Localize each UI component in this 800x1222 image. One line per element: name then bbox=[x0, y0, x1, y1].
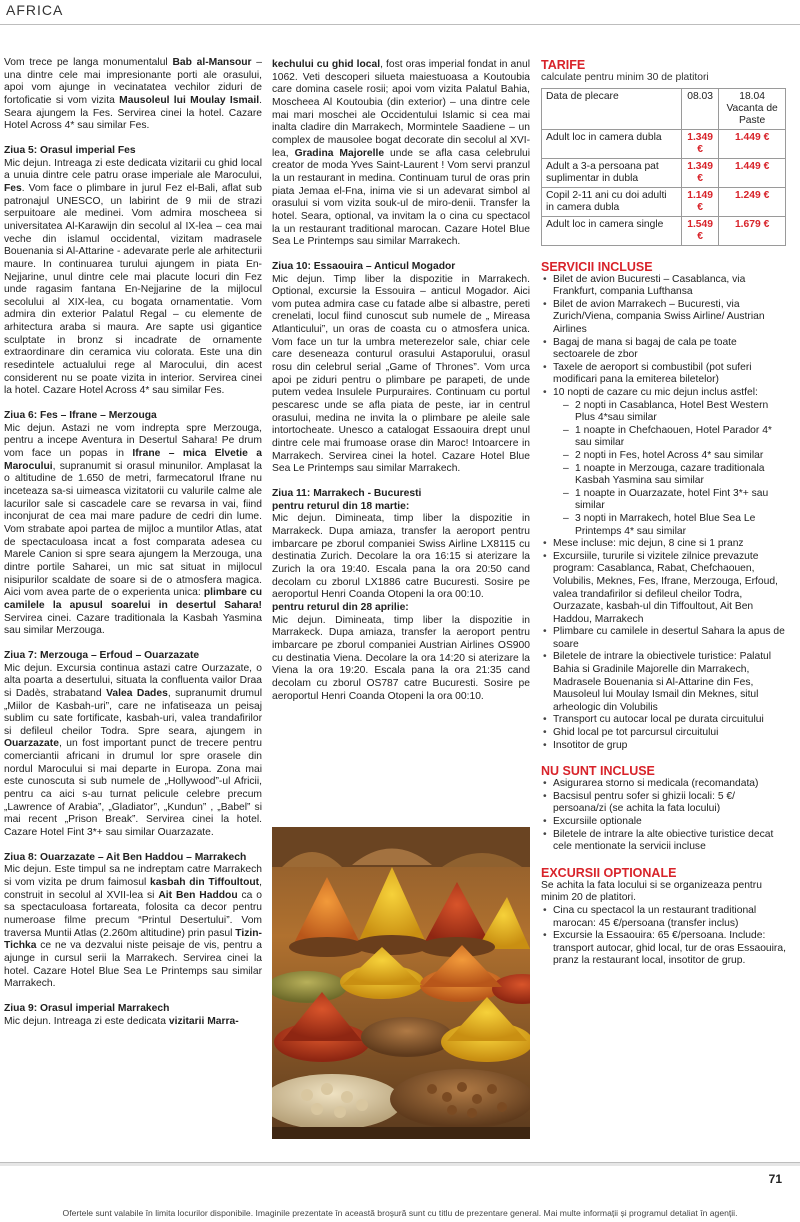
day-8-text bbox=[4, 864, 262, 991]
list-item: • Excursiile optionale bbox=[541, 816, 787, 829]
nu-sunt-incluse-section bbox=[541, 764, 787, 854]
text-bold: Valea Dades bbox=[106, 687, 168, 699]
price-value: 1.349 € bbox=[682, 158, 719, 187]
price-row bbox=[542, 216, 786, 245]
price-value: 1.549 € bbox=[682, 216, 719, 245]
info-column bbox=[541, 58, 787, 968]
list-item: • Ghid local pe tot parcursul circuitului bbox=[541, 727, 787, 740]
text: ce ne va dezvalui niste peisaje de vis, pentru a ajunge in cursul serii la Marrakech. Servirea cinei la hotel. Cazare Hotel Blue Sea Le Printemps sau similar Marrakech. bbox=[4, 940, 262, 990]
sub-list-item: – 3 nopti in Marrakech, hotel Blue Sea Le Printemps 4* sau similar bbox=[553, 513, 787, 538]
day-9-continued bbox=[272, 59, 530, 249]
price-row-label: Copil 2-11 ani cu doi adulti in camera dubla bbox=[542, 187, 682, 216]
price-row bbox=[542, 187, 786, 216]
text-bold: Ait Ben Haddou bbox=[158, 889, 238, 901]
text: , fost oras imperial fondat in anul 1062. Veti descoperi silueta maiestuoasa a Koutoubia care domina casele rosii; apoi vom vizita Palatul Bahia, Moscheea Al Koutoubia (din exterior) – una dintre cele mai mari moschei ale Occidentului Islamic si cea mai inalta cladire din Marrakech, Mormintele Saadiene – un complex de mausolee bogat decorate din secolul al XVI-lea, bbox=[272, 59, 530, 159]
list-item: • Excursie la Essaouira: 65 €/persoana. Include: transport autocar, ghid local, tur de oras Essaouira, pranz la restaurant local, insotitor de grup. bbox=[541, 930, 787, 968]
text: unde se afla casa celebrului creator de moda Yves Saint-Laurent ! Vom servi pranzul la un restaurant in medina. Continuam turul de oras prin piata Jemaa el-Fna, inima vie si un adevarat simbol al orasului si vom vizita souk-ul de miro-denii. Transfer la hotel. Seara, optional, va invitam la o cina cu spectacol la un restaurant traditional marocan. Cazare Hotel Blue Sea Le Printemps sau similar Marrakech. bbox=[272, 147, 530, 248]
tarife-section bbox=[541, 58, 787, 246]
price-value: 1.449 € bbox=[719, 158, 786, 187]
return-28-april-text: Mic dejun. Dimineata, timp liber la dispozitie in Marrakeck. Dupa amiaza, transfer la aeroport pentru imbarcare pe zborul companiei Austrian Airlines OS900 cu destinatia Viena. Decolare la ora 14:20 si aterizare la Viena la ora 19:20. Escala pana la ora 21:35 cand decolam cu zborul OS787 catre Bucuresti. Sosire pe aeroportul Henri Coanda Otopeni la ora 00:10. bbox=[272, 614, 530, 702]
text: , un fost important punct de trecere pentru comerciantii africani in drumul lor spre orasele din nordul Marocului si mai departe in Europa. Zona mai este cunoscuta si sub numele de „Hollywood”-ul Africii, pentru ca aici s-au turnat pelicule celebre precum „Lawrence of Arabia”, „Gladiator”, „Kundun” , „Babel” si mai recent „Prison Break”. Servirea cinei la hotel. Cazare Hotel Fint 3*+ sau similar Ouarzazate. bbox=[4, 738, 262, 839]
header-divider bbox=[0, 24, 800, 25]
nights-list bbox=[553, 400, 787, 539]
sub-list-item: – 1 noapte in Chefchaouen, Hotel Parador 4* sau similar bbox=[553, 425, 787, 450]
list-item: • Mese incluse: mic dejun, 8 cine si 1 pranz bbox=[541, 538, 787, 551]
sub-list-item: – 2 nopti in Fes, hotel Across 4* sau similar bbox=[553, 450, 787, 463]
text: – una dintre cele mai impresionante porti ale orasului, apoi vom ajunge in vecinatatea vechilor ziduri de fortoficatie si vom vizita bbox=[4, 57, 262, 106]
list-item: • Excursiile, tururile si vizitele zilnice prevazute program: Casablanca, Rabat, Chefchaouen, Volubilis, Meknes, Fes, Ifrane, Merzouga, Erfoud, valea trandafirilor si defileul cheilor Todra, Ourzazate, kasbah-ul din Tiffoultout, Ait Ben Haddou, Marrakech bbox=[541, 551, 787, 627]
day-9-heading: Ziua 9: Orasul imperial Marrakech bbox=[4, 1002, 170, 1014]
text: . Vom face o plimbare in jurul Fez el-Bali, aflat sub patronajul UNESCO, un labirint de 9 mii de strazi serpuitoare ale medinei. Vom admira moscheea si universitatea Al-Karawijn din secolul al IX-lea – cea mai veche din islamul occidental, vizitam madrasele Bouenania si Al-Attarine - adevarate perle ale arhitecturii maure. In continuarea turului ajungem in piata En-Nejjarine, unul dintre cele mai placute locuri din Fez unde ragasim fantana En-Nejjarine de la mijlocul secolului al XIX-lea, cu bogata ornamentatie. Vom admira din exterior Palatul Regal – cu elemente de arhitectura araba si maura. Are sapte usi gigantice sculptate in bronz si incadrate de ornamente extraordinare din ceramica viu colorata. Este una din resedintele actualului rege al Marocului, din acest considerent nu se poate vizita in interior. Servirea cinei la hotel. Cazare Hotel Across 4* sau similar Fes. bbox=[4, 182, 262, 397]
return-28-april-heading: pentru returul din 28 aprilie: bbox=[272, 601, 409, 613]
excursii-section bbox=[541, 866, 787, 968]
text: Vom trece pe langa monumentalul bbox=[4, 57, 173, 68]
text: Mic dejun. Astazi ne vom indrepta spre Merzouga, pentru a incepe Aventura in Desertul Sahara! Pe drum vom face un popas in bbox=[4, 422, 262, 460]
list-item: • Bilet de avion Bucuresti – Casablanca, via Frankfurt, compania Lufthansa bbox=[541, 274, 787, 299]
price-value: 1.249 € bbox=[719, 187, 786, 216]
sub-list-item: – 1 noapte in Ouarzazate, hotel Fint 3*+ sau similar bbox=[553, 488, 787, 513]
day-6-text bbox=[4, 423, 262, 638]
text-bold: Tizin-Tichka bbox=[4, 927, 262, 952]
list-item: • Asigurarea storno si medicala (recomandata) bbox=[541, 778, 787, 791]
text: , supranumit drumul „Miilor de Kasbah-uri”, care ne infatiseaza un peisaj sublim cu sate fortificate, kasbah-uri, valea trandafirilor si defileul cheilor Todra. Spre seara, ajungem in bbox=[4, 687, 262, 737]
price-row-label: Adult loc in camera dubla bbox=[542, 129, 682, 158]
text-bold: Ouarzazate bbox=[4, 738, 59, 750]
text-bold: Gradina Majorelle bbox=[294, 147, 385, 159]
list-item: • Transport cu autocar local pe durata circuitului bbox=[541, 714, 787, 727]
text: Servirea cinei. Cazare traditionala la Kasbah Yasmina sau similar Merzouga. bbox=[4, 612, 262, 637]
text: , construit in secolul al XVII-lea si bbox=[4, 877, 262, 901]
list-item: • Plimbare cu camilele in desertul Sahara la apus de soare bbox=[541, 626, 787, 651]
region-label: AFRICA bbox=[6, 2, 64, 18]
servicii-list bbox=[541, 274, 787, 753]
list-item: • Bilet de avion Marrakech – Bucuresti, via Zurich/Viena, compania Swiss Airline/ Austrian Airlines bbox=[541, 299, 787, 337]
day-11-heading: Ziua 11: Marrakech - Bucuresti bbox=[272, 488, 422, 499]
excluded-list bbox=[541, 778, 787, 854]
list-item: • Biletele de intrare la alte obiective turistice decat cele mentionate la servicii incluse bbox=[541, 829, 787, 854]
header-date-1: 08.03 bbox=[682, 88, 719, 129]
sub-list-item: – 1 noapte in Merzouga, cazare traditionala Kasbah Yasmina sau similar bbox=[553, 463, 787, 488]
itinerary-column-2 bbox=[272, 59, 530, 703]
day-7-text bbox=[4, 663, 262, 840]
price-value: 1.679 € bbox=[719, 216, 786, 245]
text: Mic dejun. Excursia continua astazi catre Ourzazate, o alta poarta a desertului, situata la confluenta vailor Draa si Dadès, strabatand bbox=[4, 662, 262, 699]
price-table bbox=[541, 88, 786, 246]
price-row-label: Adult a 3-a persoana pat suplimentar in dubla bbox=[542, 158, 682, 187]
servicii-section bbox=[541, 260, 787, 753]
text-bold: kechului cu ghid local bbox=[272, 59, 381, 70]
list-item bbox=[541, 387, 787, 538]
tarife-title: TARIFE bbox=[541, 58, 586, 72]
excursii-list bbox=[541, 905, 787, 968]
paragraph-intro bbox=[4, 57, 262, 133]
day-9-text bbox=[4, 1016, 262, 1029]
text: ca o sa spectaculoasa fortareata, folosita ca decor pentru numeroase filme precum “Printul Desertului”. Vom traversa Muntii Atlas (2.260m altitudine) prin pasul bbox=[4, 889, 262, 939]
price-value: 1.349 € bbox=[682, 129, 719, 158]
page-number: 71 bbox=[768, 1172, 782, 1186]
text-bold: Ifrane – mica Elvetie a Marocului bbox=[4, 448, 262, 472]
nu-sunt-incluse-title: NU SUNT INCLUSE bbox=[541, 764, 655, 779]
list-item: • Bagaj de mana si bagaj de cala pe toate sectoarele de zbor bbox=[541, 337, 787, 362]
day-5-text bbox=[4, 158, 262, 398]
excursii-title: EXCURSII OPTIONALE bbox=[541, 865, 677, 880]
day-10-heading: Ziua 10: Essaouira – Anticul Mogador bbox=[272, 260, 456, 272]
price-row bbox=[542, 129, 786, 158]
return-18-march-text: Mic dejun. Dimineata, timp liber la dispozitie in Marrakeck. Dupa amiaza, transfer la aeroport pentru imbarcare pe zborul companiei Swiss Airline LX8115 cu destinatia Zurich. Decolare la ora 16:15 si aterizare la Zurich la ora 19:40. Escala pana la ora 20:50 cand decolam cu zborul LX1886 catre Bucuresti. Sosire pe aeroportul Henri Coanda Otopeni la ora 00:10. bbox=[272, 513, 530, 601]
tarife-subtitle: calculate pentru minim 30 de platitori bbox=[541, 72, 709, 83]
text: Mic dejun. Intreaga zi este dedicata bbox=[4, 1015, 169, 1027]
text: Mic dejun. Intreaga zi este dedicata vizitarii cu ghid local a unuia dintre cele patru orase imperiale ale Marocului, bbox=[4, 157, 262, 182]
list-item-text: 10 nopti de cazare cu mic dejun inclus astfel: bbox=[553, 387, 758, 398]
price-table-header bbox=[542, 88, 786, 129]
text: , supranumit si orasul minunilor. Amplasat la o altitudine de 1.650 de metri, farmecatorul Ifrane nu inceteaza sa-si uimeasca vizitatorii cu valurile calme ale lacurilor sale si cascadele care se revarsa in vai, fiind inconjurat de cea mai mare padure de cedri din lume. Vom strabate apoi partea de mijloc a muntilor Atlas, atat de spectaculoasa incat a fost comparata adesea cu Marele Canion si spre seara ajungem la Merzouga, una dintre portile Saharei, un mic sat situat in mijlocul nisipurilor scaldate de soare si de o atmosfera magica. Aici vom avea parte de o experienta unica: bbox=[4, 460, 262, 599]
header-date-2: 18.04 Vacanta de Paste bbox=[719, 88, 786, 129]
day-7-heading: Ziua 7: Merzouga – Erfoud – Ouarzazate bbox=[4, 649, 200, 661]
day-8-heading: Ziua 8: Ouarzazate – Ait Ben Haddou – Marrakech bbox=[4, 851, 247, 863]
spice-market-photo bbox=[272, 827, 530, 1139]
text: Mic dejun. Este timpul sa ne indreptam catre Marrakech si vom vizita pe drum faimosul bbox=[4, 864, 262, 889]
price-row-label: Adult loc in camera single bbox=[542, 216, 682, 245]
text-bold: Bab al-Mansour bbox=[172, 57, 252, 68]
list-item: • Bacsisul pentru sofer si ghizii locali: 5 €/ persoana/zi (se achita la fata locului) bbox=[541, 791, 787, 816]
list-item: • Insotitor de grup bbox=[541, 740, 787, 753]
price-row bbox=[542, 158, 786, 187]
spice-market-illustration bbox=[272, 827, 530, 1139]
text-bold: Mausoleul lui Moulay Ismail bbox=[119, 94, 260, 106]
text-bold: plimbare cu camilele la apusul soarelui in desertul Sahara! bbox=[4, 587, 262, 611]
excursii-intro: Se achita la fata locului si se organizeaza pentru minim 20 de platitori. bbox=[541, 879, 762, 904]
itinerary-column-1 bbox=[4, 57, 262, 1028]
price-value: 1.149 € bbox=[682, 187, 719, 216]
sub-list-item: – 2 nopti in Casablanca, Hotel Best Western Plus 4*sau similar bbox=[553, 400, 787, 425]
footer-bar bbox=[0, 1163, 800, 1166]
list-item: • Cina cu spectacol la un restaurant traditional marocan: 45 €/persoana (transfer inclus) bbox=[541, 905, 787, 930]
text-bold: kasbah din Tiffoultout bbox=[150, 877, 260, 889]
header-label: Data de plecare bbox=[542, 88, 682, 129]
price-value: 1.449 € bbox=[719, 129, 786, 158]
day-10-text: Mic dejun. Timp liber la dispozitie in Marrakech. Optional, excursie la Essouira – anticul Mogador. Aici vom putea admira case cu fatade albe si albastre, pereti crenelati, locul fiind cunoscut sub numele de „ Mireasa Atlanticului”, un oras de coasta cu o atmosfera unica. Vom face un tur la umbra meterezelor sale, chiar cele care deseneaza conturul orasului Astaporului, orasul rosu din celebrul serial „Game of Thrones”. Vom urca apoi pe ziduri pentru o plimbare pe parapeti, de unde putem vedea Insulele Purpuraires. Continuam cu portul pescaresc unde se afla piata de peste, iar in centrul orasului, medina ne invita la o plimbare pe aleile sale intortocheate. Unesco a catalogat Essaouira drept unul dintre cele mai frumoase orase din Maroc! Intoarcere in Marrakech. Servirea cinei la hotel. Cazare Hotel Blue Sea Le Printemps sau similar Marrakech. bbox=[272, 273, 530, 475]
disclaimer: Ofertele sunt valabile în limita locurilor disponibile. Imaginile prezentate în această broșură sunt cu titlu de prezentare general. Mai multe informații și programul detaliat în agenții. bbox=[62, 1208, 738, 1218]
list-item: • Taxele de aeroport si combustibil (pot suferi modificari pana la emiterea biletelor) bbox=[541, 362, 787, 387]
list-item: • Biletele de intrare la obiectivele turistice: Palatul Bahia si Gradinile Majorelle din Marrakech, Madrasele Bouenania si Al-Attarine din Fes, Mausoleul lui Moulay Ismail din Meknes, situl arheologic din Volubilis bbox=[541, 651, 787, 714]
text-bold: vizitarii Marra- bbox=[168, 1015, 239, 1027]
day-6-heading: Ziua 6: Fes – Ifrane – Merzouga bbox=[4, 410, 157, 422]
return-18-march-heading: pentru returul din 18 martie: bbox=[272, 500, 410, 512]
text: . Seara ajungem la Fes. Servirea cinei la hotel. Cazare Hotel Across 4* sau similar Fes. bbox=[4, 94, 262, 132]
servicii-title: SERVICII INCLUSE bbox=[541, 259, 653, 274]
text-bold: Fes bbox=[4, 182, 22, 194]
day-5-heading: Ziua 5: Orasul imperial Fes bbox=[4, 144, 136, 156]
